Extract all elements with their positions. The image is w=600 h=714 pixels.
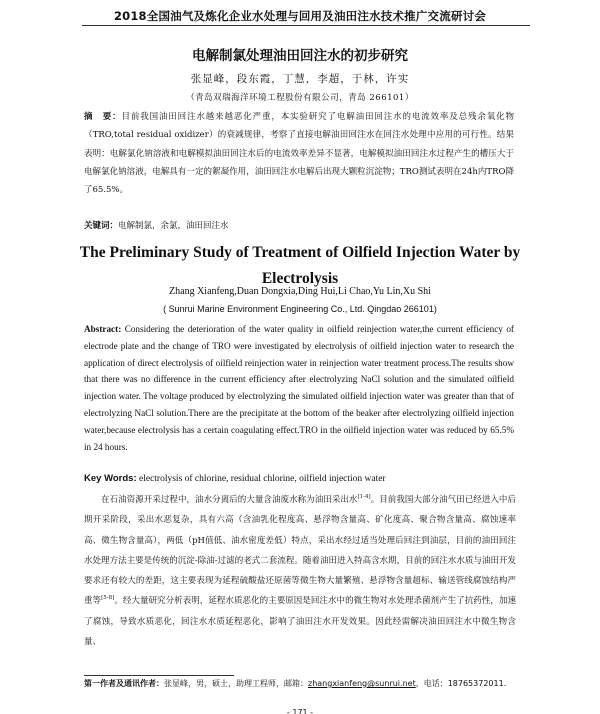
chinese-abstract <box>84 108 514 199</box>
body-paragraph <box>84 490 516 652</box>
english-affiliation: ( Sunrui Marine Environment Engineering Co., Ltd. Qingdao 266101) <box>163 304 437 314</box>
citation-ref-1: [1-4] <box>357 494 371 501</box>
chinese-title: 电解制氯处理油田回注水的初步研究 <box>192 48 408 64</box>
chinese-abstract-text: 目前我国油田回注水越来越恶化严重，本实验研究了电解油田回注水的电流效率及总残余氧化物（TRO,total residual oxidizer）的衰减规律，考察了直接电解油田回注水在回注水处理中应用的可行性。结果表明：电解氯化钠溶液和电解模拟油田回注水后的电流效率差异不显著，电解模拟油田回注水过程产生的槽压大于电解氯化钠溶液，电解具有一定的絮凝作用，油田回注水电解后出现大颗粒沉淀物；TRO测试表明在24h内TRO降了65.5%。 <box>84 112 514 196</box>
footnote-text: 张显峰，男，硕士，助理工程师，邮箱： <box>164 679 308 688</box>
header-rule <box>82 25 530 26</box>
footnote-email-link[interactable]: zhangxianfeng@sunrui.net <box>308 679 416 688</box>
body-text-part-1: 在石油资源开采过程中，油水分离后的大量含油废水称为油田采出水 <box>101 495 358 505</box>
chinese-keywords-text: 电解制氯，余氯，油田回注水 <box>118 221 229 231</box>
english-keywords <box>84 471 514 487</box>
chinese-abstract-label: 摘 要： <box>84 112 122 122</box>
page-number: - 171 - <box>286 708 314 714</box>
english-abstract <box>84 321 514 455</box>
chinese-keywords <box>84 217 514 235</box>
english-keywords-label: Key Words: <box>84 473 137 484</box>
english-title: The Preliminary Study of Treatment of Oilfield Injection Water by Electrolysis <box>79 244 521 287</box>
body-text-part-3: 。经大量研究分析表明，延程水质恶化的主要原因是回注水中的微生物对水处理杀菌剂产生了抗药性，加速了腐蚀，导致水质恶化，回注水水质延程恶化，影响了油田注水开发效果。因此经需解决油田回注水中微生物含量、 <box>84 596 516 648</box>
footnote-rule <box>84 675 234 676</box>
english-authors: Zhang Xianfeng,Duan Dongxia,Ding Hui,Li Chao,Yu Lin,Xu Shi <box>169 286 431 297</box>
chinese-affiliation: （青岛双瑞海洋环境工程股份有限公司，青岛 266101） <box>186 93 414 103</box>
english-abstract-label: Abstract: <box>84 324 122 334</box>
citation-ref-2: [5-8] <box>101 595 115 602</box>
english-abstract-text: Considering the deterioration of the water quality in oilfield reinjection water,the current efficiency of electrode plate and the change of TRO were investigated by electrolysis of oilfield injection water to research the application of direct electrolysis of oilfield reinjection water in reinjection water treatment process.The results show that there was no difference in the current efficiency after electrolyzing NaCl solution and the simulated oilfield injection water. The voltage produced by electrolyzing the simulated oilfield injection water was greater than that of electrolyzing NaCl solution.There are the precipitate at the bottom of the beaker after electrolyzing oilfield injection water,because electrolysis has a certain coagulating effect.TRO in the oilfield injection water was reduced by 65.5% in 24 hours. <box>84 324 514 452</box>
english-keywords-text: electrolysis of chlorine, residual chlorine, oilfield injection water <box>139 474 386 484</box>
footnote-phone: ，电话：18765372011. <box>415 679 507 688</box>
author-footnote <box>84 678 524 690</box>
chinese-keywords-label: 关键词： <box>84 221 119 231</box>
conference-header: 2018全国油气及炼化企业水处理与回用及油田注水技术推广交流研讨会 <box>113 9 487 23</box>
footnote-label: 第一作者及通讯作者： <box>84 679 164 688</box>
chinese-authors: 张显峰，段东霞，丁慧，李超，于林，许实 <box>190 73 410 85</box>
body-text-part-2: 。目前我国大部分油气田已经进入中后期开采阶段，采出水恶复杂，具有六高（含油乳化程度高、悬浮物含量高、矿化度高、聚合物含量高、腐蚀速率高、微生物含量高），两低（pH值低、油水密度差低）特点，采出水经过适当处理后回注到油层，目前的油田回注水处理方法主要是传统的沉淀-除油-过滤的老式二套流程。随着油田进入特高含水期，目前的回注水水质与油田开发要求还有较大的差距，这主要表现为延程硫酸盐还原菌等微生物大量繁殖、悬浮物含量超标、输送管线腐蚀结构严重等 <box>84 495 516 607</box>
